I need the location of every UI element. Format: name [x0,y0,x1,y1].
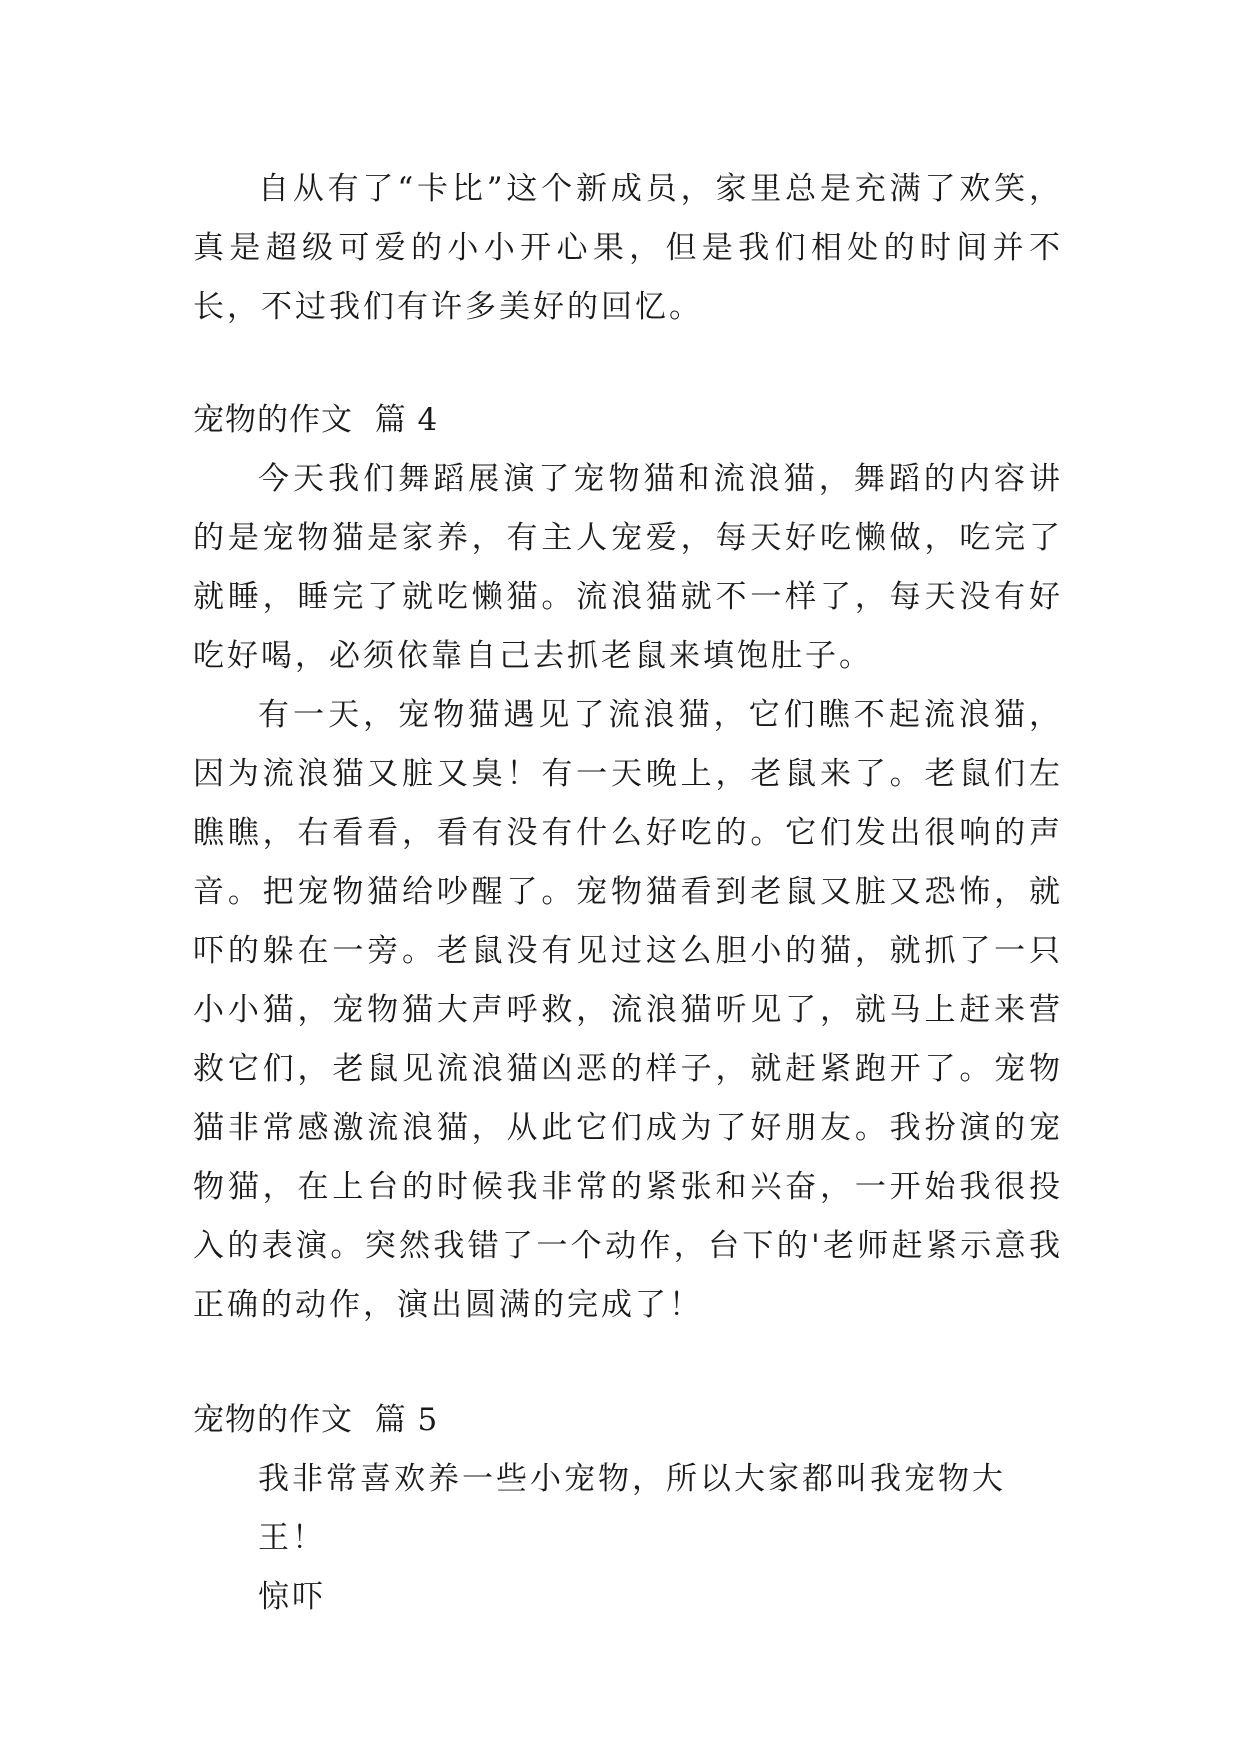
document-body [193,160,1063,1627]
section-5-heading: 宠物的作文 篇 5 [193,1402,439,1438]
section-4-paragraph-1: 今天我们舞蹈展演了宠物猫和流浪猫，舞蹈的内容讲的是宠物猫是家养，有主人宠爱，每天好吃懒做，吃完了就睡，睡完了就吃懒猫。流浪猫就不一样了，每天没有好吃好喝，必须依靠自己去抓老鼠来填饱肚子。 [193,461,1063,674]
section-4-paragraph-2: 有一天，宠物猫遇见了流浪猫，它们瞧不起流浪猫，因为流浪猫又脏又臭！有一天晚上，老鼠来了。老鼠们左瞧瞧，右看看，看有没有什么好吃的。它们发出很响的声音。把宠物猫给吵醒了。宠物猫看到老鼠又脏又恐怖，就吓的躲在一旁。老鼠没有见过这么胆小的猫，就抓了一只小小猫，宠物猫大声呼救，流浪猫听见了，就马上赶来营救它们，老鼠见流浪猫凶恶的样子，就赶紧跑开了。宠物猫非常感激流浪猫，从此它们成为了好朋友。我扮演的宠物猫，在上台的时候我非常的紧张和兴奋，一开始我很投入的表演。突然我错了一个动作，台下的'老师赶紧示意我正确的动作，演出圆满的完成了！ [193,697,1063,1323]
intro-paragraph: 自从有了“卡比”这个新成员，家里总是充满了欢笑，真是超级可爱的小小开心果，但是我们相处的时间并不长，不过我们有许多美好的回忆。 [193,171,1063,325]
section-5-subheading: 惊吓 [258,1579,326,1615]
section-4-heading: 宠物的作文 篇 4 [193,402,439,438]
section-5-paragraph: 我非常喜欢养一些小宠物，所以大家都叫我宠物大王！ [258,1461,1006,1556]
